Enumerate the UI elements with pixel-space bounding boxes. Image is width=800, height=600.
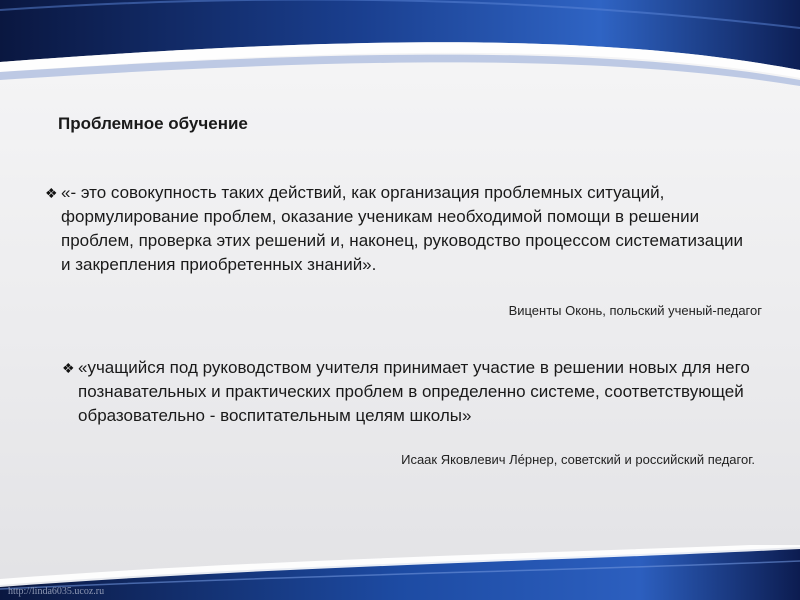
quote-text: «- это совокупность таких действий, как организация проблемных ситуаций, формулирование проблем, оказание ученикам необходимой помощи в решении проблем, проверка этих решений и, наконец, руководство процессом систематизации и закрепления приобретенных знаний». xyxy=(61,183,743,274)
quote-text: «учащийся под руководством учителя принимает участие в решении новых для него познавательных и практических проблем в определенно системе, соответствующей образовательно - воспитательным целям школы» xyxy=(78,358,750,425)
quote-attribution: Исаак Яковлевич Ле́рнер, советский и российский педагог. xyxy=(401,452,755,467)
footer-swoosh-decoration xyxy=(0,545,800,600)
list-item xyxy=(45,181,755,277)
watermark-url: http://linda6035.ucoz.ru xyxy=(8,586,105,597)
list-item xyxy=(62,356,752,428)
quote-attribution: Виценты Оконь, польский ученый-педагог xyxy=(508,303,762,318)
page-title: Проблемное обучение xyxy=(58,114,248,133)
header-swoosh-decoration xyxy=(0,0,800,100)
diamond-bullet-icon: ❖ xyxy=(62,360,75,376)
diamond-bullet-icon: ❖ xyxy=(45,185,58,201)
quote-block-lerner xyxy=(62,356,752,428)
quote-block-okon xyxy=(45,181,755,277)
